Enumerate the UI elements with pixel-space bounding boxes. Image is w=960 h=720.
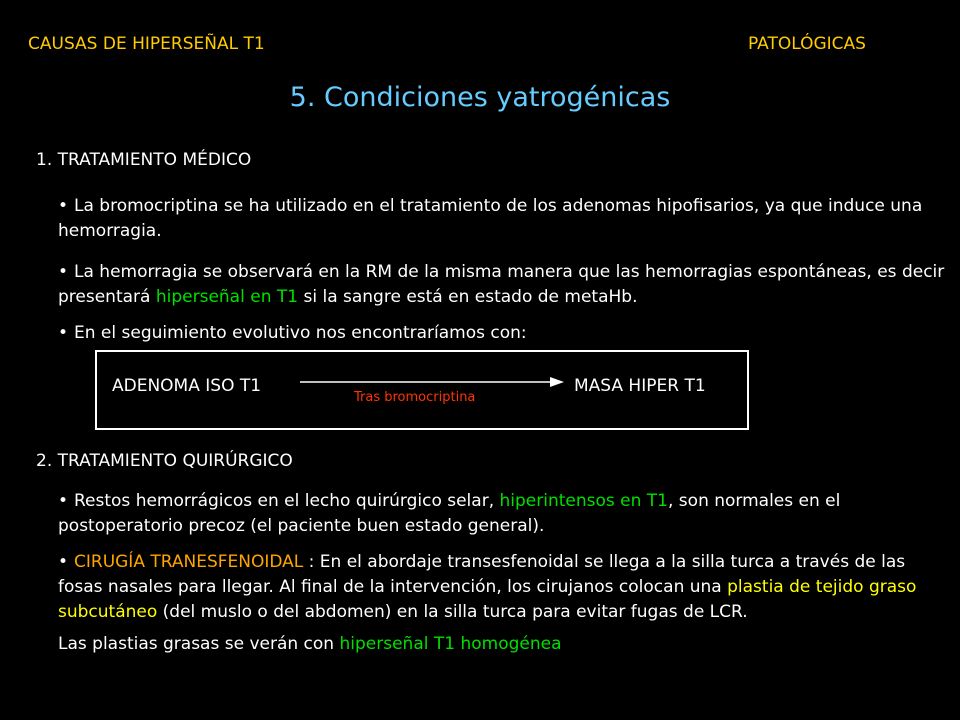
bullet-hemorrhage [58, 260, 946, 310]
note-text: Las plastias grasas se verán con [58, 634, 340, 654]
highlight-green: hiperseñal en T1 [155, 287, 299, 307]
bullet-transsphenoidal [58, 550, 948, 625]
highlight-orange: CIRUGÍA TRANESFENOIDAL [74, 552, 309, 572]
fat-graft-note [58, 634, 562, 654]
box-start-label: ADENOMA ISO T1 [112, 376, 262, 396]
slide-title: 5. Condiciones yatrogénicas [289, 82, 671, 113]
highlight-yellow: plastia de tejido graso subcutáneo [58, 577, 917, 622]
bullet-text: si la sangre está en estado de metaHb. [298, 287, 638, 307]
bullet-remnants [58, 489, 946, 539]
bullet-text: , son normales en el postoperatorio precoz (el paciente buen estado general). [58, 491, 841, 536]
header-topic: CAUSAS DE HIPERSEÑAL T1 [28, 34, 265, 54]
section-surgical-heading: 2. TRATAMIENTO QUIRÚRGICO [36, 451, 293, 471]
highlight-green: hiperseñal T1 homogénea [339, 634, 562, 654]
section-medical-heading: 1. TRATAMIENTO MÉDICO [36, 150, 252, 170]
bullet-text: (del muslo o del abdomen) en la silla turca para evitar fugas de LCR. [157, 602, 748, 622]
arrow-caption: Tras bromocriptina [354, 390, 476, 405]
bullet-follow-up [58, 321, 946, 346]
arrow-right-icon [300, 375, 564, 389]
bullet-bromocriptine [58, 194, 946, 244]
highlight-green: hiperintensos en T1 [499, 491, 668, 511]
header-category: PATOLÓGICAS [748, 34, 866, 54]
bullet-text: Restos hemorrágicos en el lecho quirúrgico selar, [74, 491, 500, 511]
bullet-text: En el seguimiento evolutivo nos encontraríamos con: [74, 323, 527, 343]
bullet-text: La bromocriptina se ha utilizado en el tratamiento de los adenomas hipofisarios, ya que induce una hemorragia. [58, 196, 923, 241]
bullet-text: : En el abordaje transesfenoidal se llega a la silla turca a través de las fosas nasales para llegar. Al final de la intervención, los cirujanos colocan una [58, 552, 906, 597]
bullet-text: La hemorragia se observará en la RM de la misma manera que las hemorragias espontáneas, es decir presentará [58, 262, 945, 307]
box-end-label: MASA HIPER T1 [574, 376, 706, 396]
